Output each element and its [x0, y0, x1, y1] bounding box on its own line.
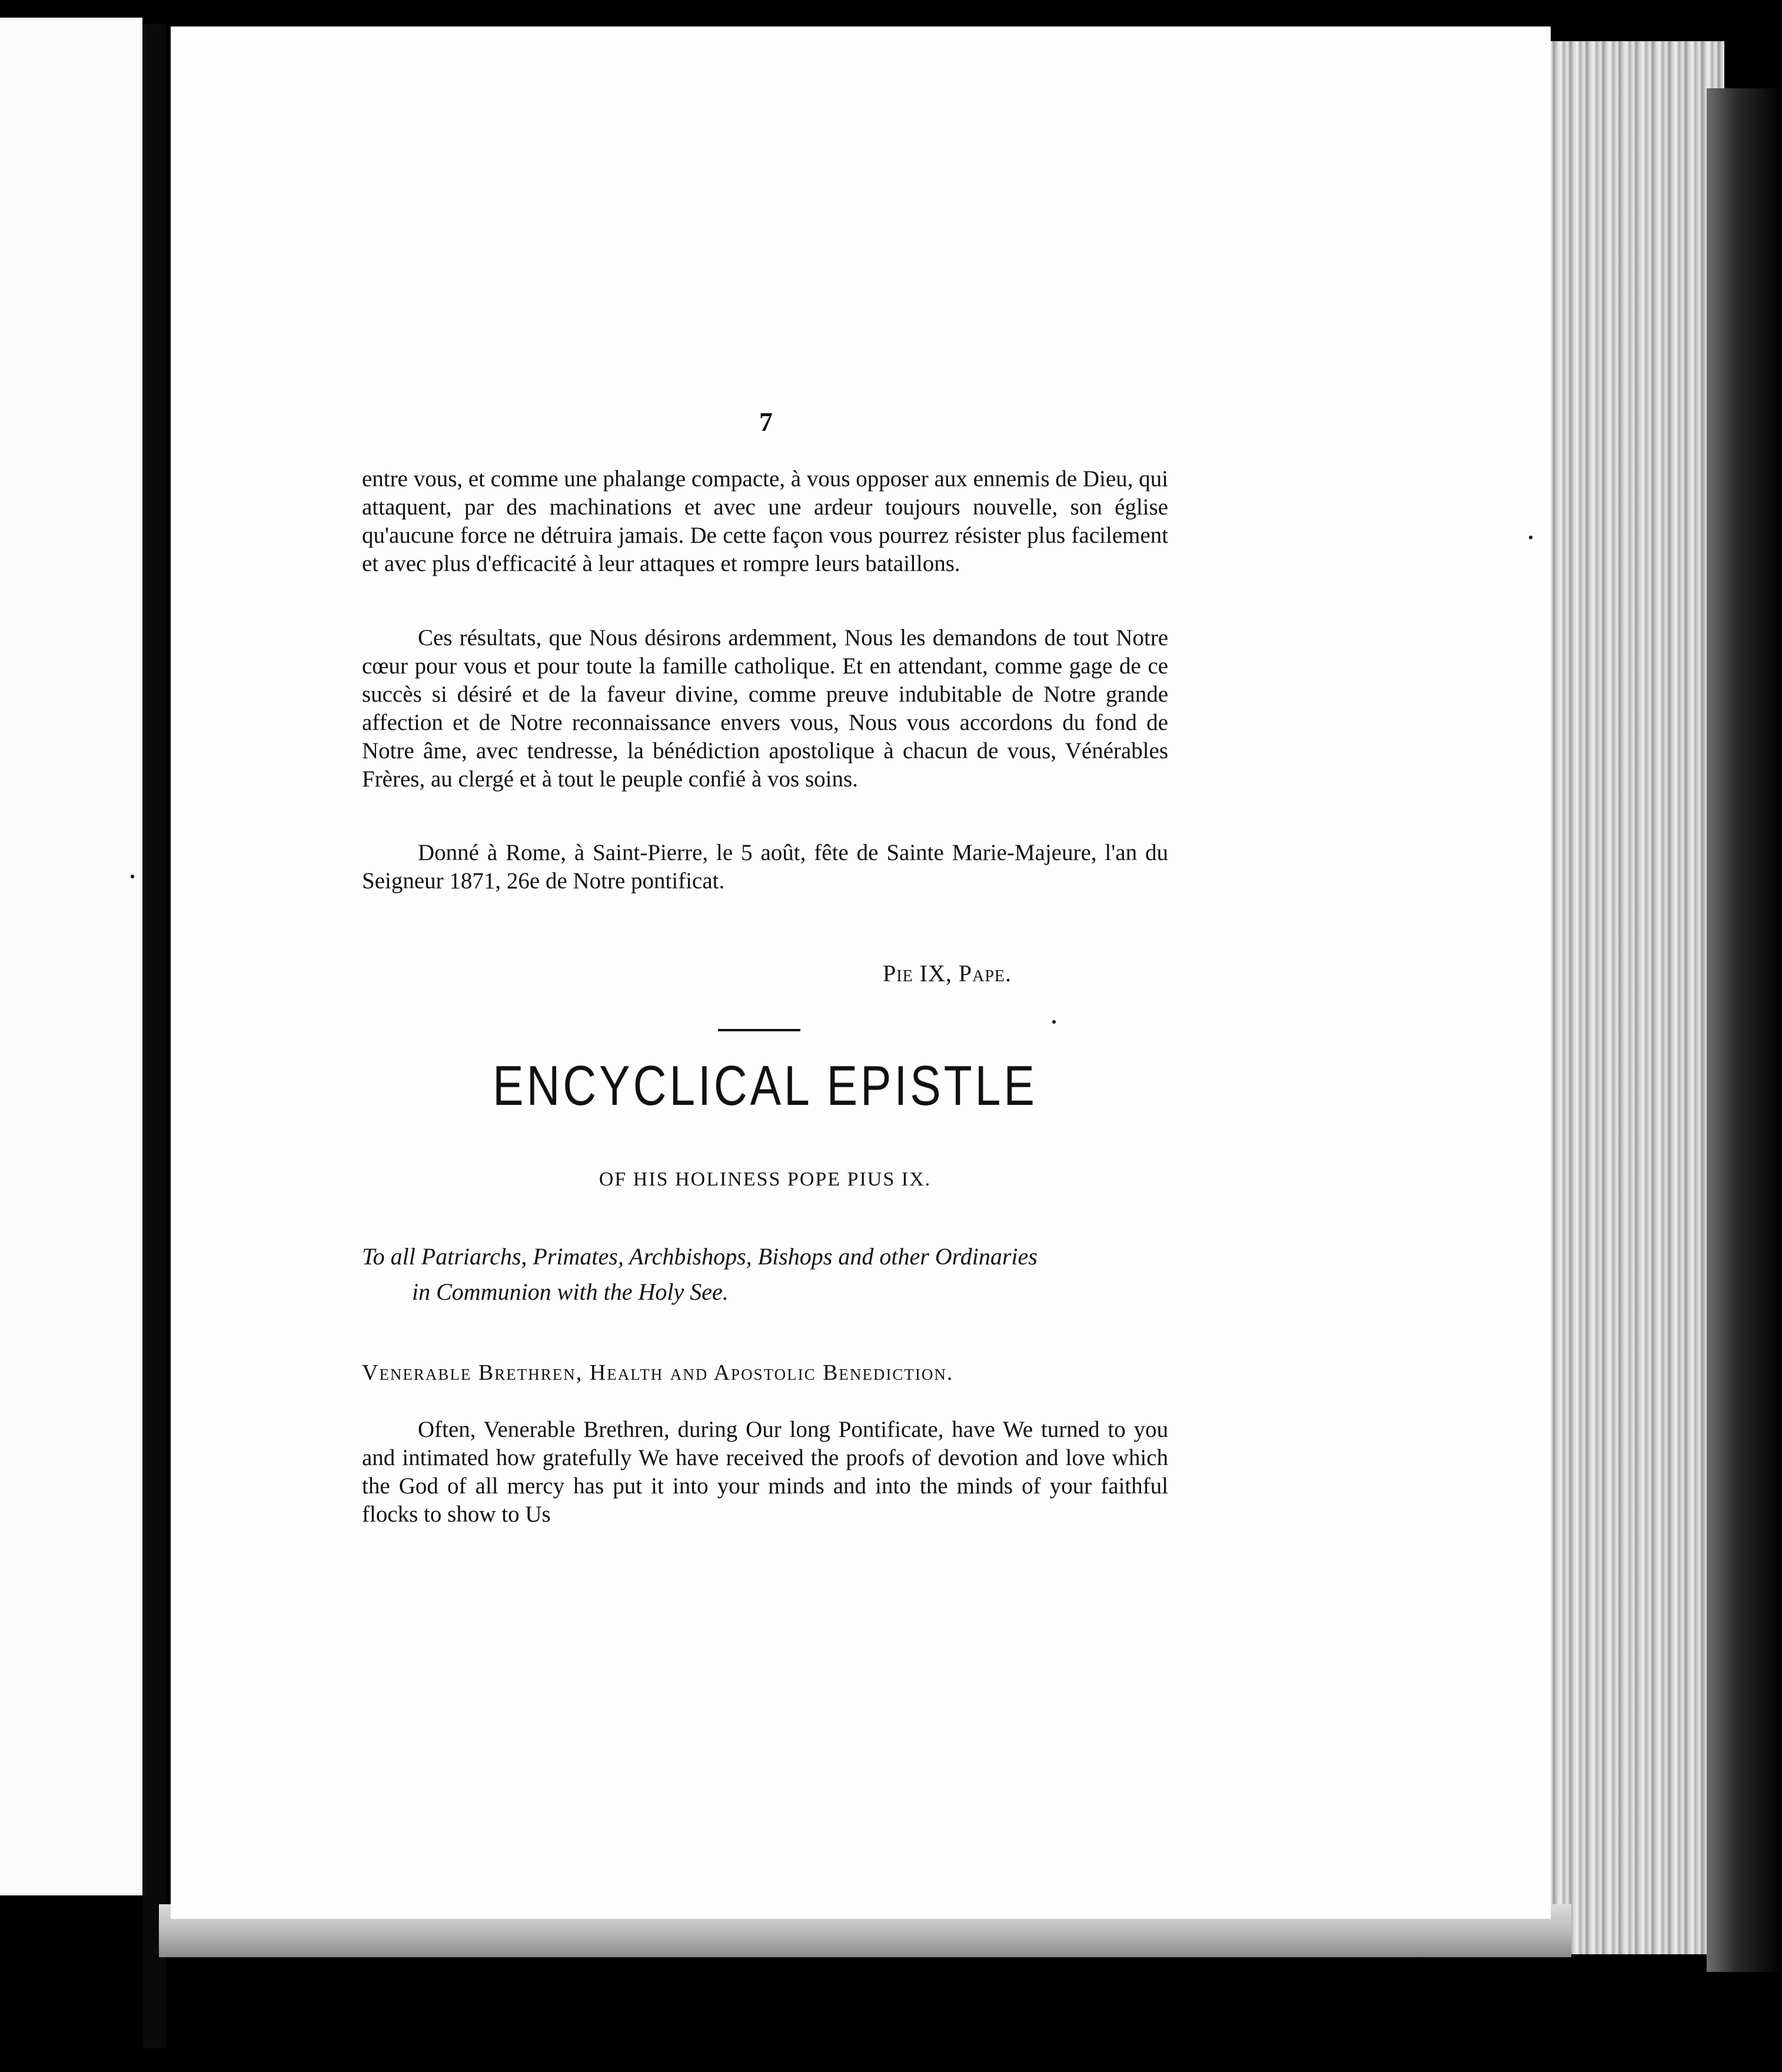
- signature: Pie IX, Pape.: [883, 960, 1012, 987]
- page-edges: [1548, 41, 1724, 1954]
- gutter-shadow: [142, 24, 166, 2048]
- section-divider: [718, 1029, 800, 1031]
- encyclical-subtitle: OF HIS HOLINESS POPE PIUS IX.: [599, 1168, 932, 1190]
- address: [362, 1239, 1168, 1310]
- french-paragraph-1: entre vous, et comme une phalange compacte, à vous opposer aux ennemis de Dieu, qui attaquent, par des machinations et avec une ardeur toujours nouvelle, son église qu'aucune force ne détruira jamais. De cette façon vous pourrez résister plus facilement et avec plus d'efficacité à leur attaques et rompre leurs bataillons.: [362, 466, 1168, 576]
- address-line-2: in Communion with the Holy See.: [412, 1279, 729, 1305]
- scan-speck: [131, 875, 134, 878]
- encyclical-title: ENCYCLICAL EPISTLE: [493, 1054, 1038, 1117]
- address-line-1: To all Patriarchs, Primates, Archbishops, Bishops and other Ordinaries: [362, 1243, 1038, 1270]
- scan-speck: [1052, 1020, 1056, 1024]
- english-paragraph-1: Often, Venerable Brethren, during Our long Pontificate, have We turned to you and intimated how gratefully We have received the proofs of devotion and love which the God of all mercy has put it into your minds and into the minds of your faithful flocks to show to Us: [362, 1417, 1168, 1527]
- french-paragraph-3: Donné à Rome, à Saint-Pierre, le 5 août, fête de Sainte Marie-Majeure, l'an du Seigneur 1871, 26e de Notre pontificat.: [362, 840, 1168, 894]
- scanned-page: [171, 26, 1551, 1919]
- salutation: Venerable Brethren, Health and Apostolic Benediction.: [362, 1360, 954, 1385]
- book-edge-shadow: [1707, 88, 1782, 1972]
- french-paragraph-2: Ces résultats, que Nous désirons ardemment, Nous les demandons de tout Notre cœur pour vous et pour toute la famille catholique. Et en attendant, comme gage de ce succès si désiré et de la faveur divine, comme preuve indubitable de Notre grande affection et de Notre reconnaissance envers vous, Nous vous accordons du fond de Notre âme, avec tendresse, la bénédiction apostolique à chacun de vous, Vénérables Frères, au clergé et à tout le peuple confié à vos soins.: [362, 625, 1168, 792]
- page-number: 7: [759, 407, 773, 437]
- previous-page-fragment: [0, 18, 142, 1895]
- scan-speck: [1529, 536, 1532, 539]
